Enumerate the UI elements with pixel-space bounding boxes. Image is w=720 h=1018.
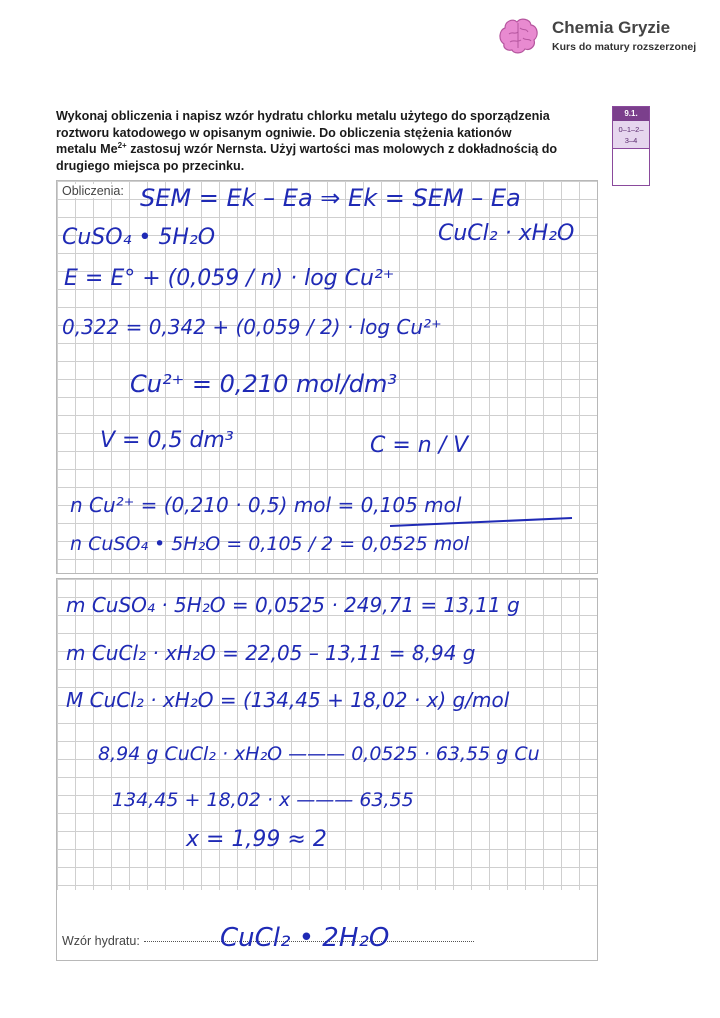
hw-line: 0,322 = 0,342 + (0,059 / 2) · log Cu²⁺ (62, 315, 442, 339)
task-line: Wykonaj obliczenia i napisz wzór hydratu chlorku metalu użytego do sporządzenia (56, 109, 550, 123)
hw-line: C = n / V (370, 433, 469, 458)
hydrate-label: Wzór hydratu: (62, 934, 140, 948)
task-line: metalu $Me^{2+}$ zastosuj wzór Nernsta. Użyj wartości mas molowych z dokładnością do (56, 141, 558, 157)
task-line: roztworu katodowego w opisanym ogniwie. Do obliczenia stężenia kationów (56, 125, 512, 140)
task-line: drugiego miejsca po przecinku. (56, 158, 245, 173)
hw-line: x = 1,99 ≈ 2 (186, 827, 327, 852)
hw-line: CuCl₂ · xH₂O (438, 221, 575, 246)
hw-line: m CuCl₂ · xH₂O = 22,05 – 13,11 = 8,94 g (66, 641, 476, 665)
hw-line: n CuSO₄ • 5H₂O = 0,105 / 2 = 0,0525 mol (70, 533, 470, 555)
brand-subtitle: Kurs do matury rozszerzonej (552, 41, 697, 53)
hw-line: M CuCl₂ · xH₂O = (134,45 + 18,02 · x) g/mol (66, 688, 510, 712)
hw-line: m CuSO₄ · 5H₂O = 0,0525 · 249,71 = 13,11 g (66, 593, 520, 617)
hw-line: CuSO₄ • 5H₂O (62, 225, 216, 250)
hw-line: n Cu²⁺ = (0,210 · 0,5) mol = 0,105 mol (70, 493, 462, 517)
hw-underline (390, 518, 572, 526)
score-points: 0–1–2– 3–4 (613, 121, 649, 149)
hw-answer: CuCl₂ • 2H₂O (220, 923, 390, 953)
hw-line: SEM = Ek – Ea ⇒ Ek = SEM – Ea (140, 184, 521, 212)
brand-name: Chemia Gryzie (552, 18, 671, 37)
hw-line: V = 0,5 dm³ (100, 428, 234, 453)
hw-line: Cu²⁺ = 0,210 mol/dm³ (130, 370, 398, 398)
hw-line: E = E° + (0,059 / n) · log Cu²⁺ (64, 266, 395, 291)
hw-line: 8,94 g CuCl₂ · xH₂O ——— 0,0525 · 63,55 g Cu (98, 743, 540, 765)
task-number: 9.1. (613, 107, 649, 121)
calc-label: Obliczenia: (62, 184, 124, 198)
hw-line: 134,45 + 18,02 · x ——— 63,55 (112, 789, 414, 811)
